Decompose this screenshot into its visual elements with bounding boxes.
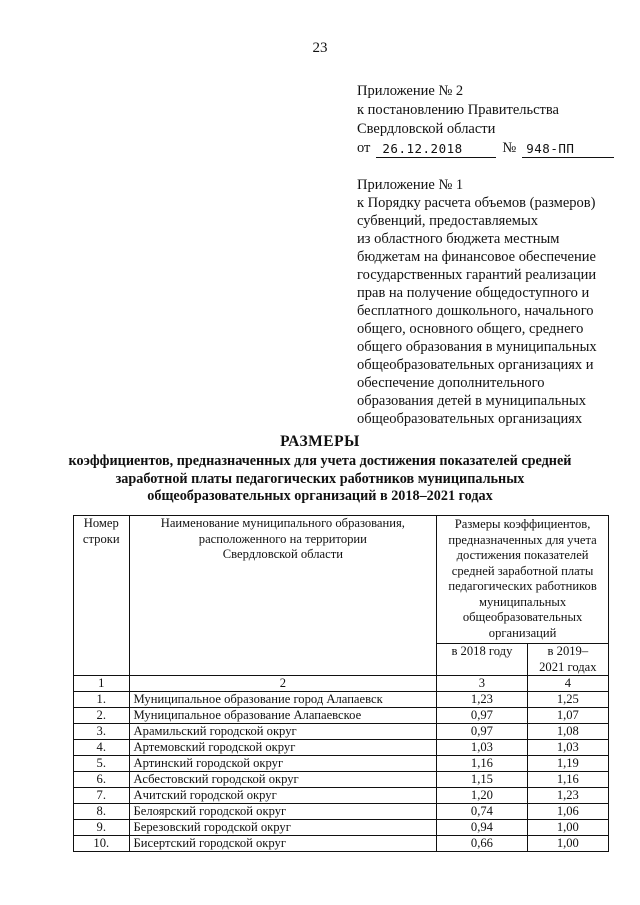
appendix-1-line: государственных гарантий реализации	[357, 267, 597, 283]
table-row: 9. Березовский городской округ 0,94 1,00	[74, 820, 609, 836]
appendix-1-line: из областного бюджета местным	[357, 231, 560, 247]
appendix-1-line: общего образования в муниципальных	[357, 339, 597, 355]
table-row: 7. Ачитский городской округ 1,20 1,23	[74, 788, 609, 804]
appendix-1-line: общеобразовательных организациях и	[357, 357, 594, 373]
subtitle-line: коэффициентов, предназначенных для учета достижения показателей средней	[68, 453, 572, 469]
header-row-number: Номер строки	[74, 516, 130, 676]
appendix-1-block	[357, 176, 619, 428]
appendix-1-line: обеспечение дополнительного	[357, 375, 545, 391]
header-2019-2021: в 2019– 2021 годах	[527, 644, 608, 676]
from-label: от	[357, 140, 371, 156]
document-title: РАЗМЕРЫ	[280, 433, 360, 450]
page-number: 23	[312, 40, 328, 56]
resolution-date: 26.12.2018	[376, 141, 496, 158]
appendix-2-block	[357, 82, 617, 158]
number-label: №	[502, 140, 517, 156]
appendix-1-line: субвенций, предоставляемых	[357, 213, 538, 229]
appendix-1-line: Приложение № 1	[357, 177, 464, 193]
appendix-1-line: к Порядку расчета объемов (размеров)	[357, 195, 596, 211]
header-2018: в 2018 году	[437, 644, 528, 676]
header-municipality: Наименование муниципального образования, расположенного на территории Свердловской области	[129, 516, 437, 676]
table-row: 4. Артемовский городской округ 1,03 1,03	[74, 740, 609, 756]
table-row: 3. Арамильский городской округ 0,97 1,08	[74, 724, 609, 740]
table-row: 8. Белоярский городской округ 0,74 1,06	[74, 804, 609, 820]
table-row: 10. Бисертский городской округ 0,66 1,00	[74, 836, 609, 852]
appendix-2-title: Приложение № 2	[357, 83, 464, 99]
index-row: 1 2 3 4	[74, 676, 609, 692]
appendix-1-line: образования детей в муниципальных	[357, 393, 586, 409]
subtitle-line: заработной платы педагогических работников муниципальных	[115, 470, 525, 487]
table-row: 6. Асбестовский городской округ 1,15 1,16	[74, 772, 609, 788]
appendix-2-date-line	[357, 139, 617, 158]
document-subtitle	[40, 453, 600, 506]
appendix-1-line: бюджетам на финансовое обеспечение	[357, 249, 596, 265]
coefficients-table	[73, 515, 609, 852]
table-row: 2. Муниципальное образование Алапаевское 0,97 1,07	[74, 708, 609, 724]
appendix-2-ref: к постановлению Правительства	[357, 102, 559, 118]
header-coefficients: Размеры коэффициентов, предназначенных для учета достижения показателей средней заработной платы педагогических работников муниципальных общеобразовательных организаций	[437, 516, 609, 644]
appendix-1-line: бесплатного дошкольного, начального	[357, 303, 594, 319]
table-row: 1. Муниципальное образование город Алапаевск 1,23 1,25	[74, 692, 609, 708]
appendix-1-line: общего, основного общего, среднего	[357, 321, 584, 337]
resolution-number: 948-ПП	[522, 141, 614, 158]
appendix-1-line: прав на получение общедоступного и	[357, 285, 590, 301]
table-row: 5. Артинский городской округ 1,16 1,19	[74, 756, 609, 772]
subtitle-line: общеобразовательных организаций в 2018–2021 годах	[147, 488, 493, 504]
appendix-2-region: Свердловской области	[357, 121, 496, 137]
appendix-1-line: общеобразовательных организациях	[357, 411, 583, 427]
